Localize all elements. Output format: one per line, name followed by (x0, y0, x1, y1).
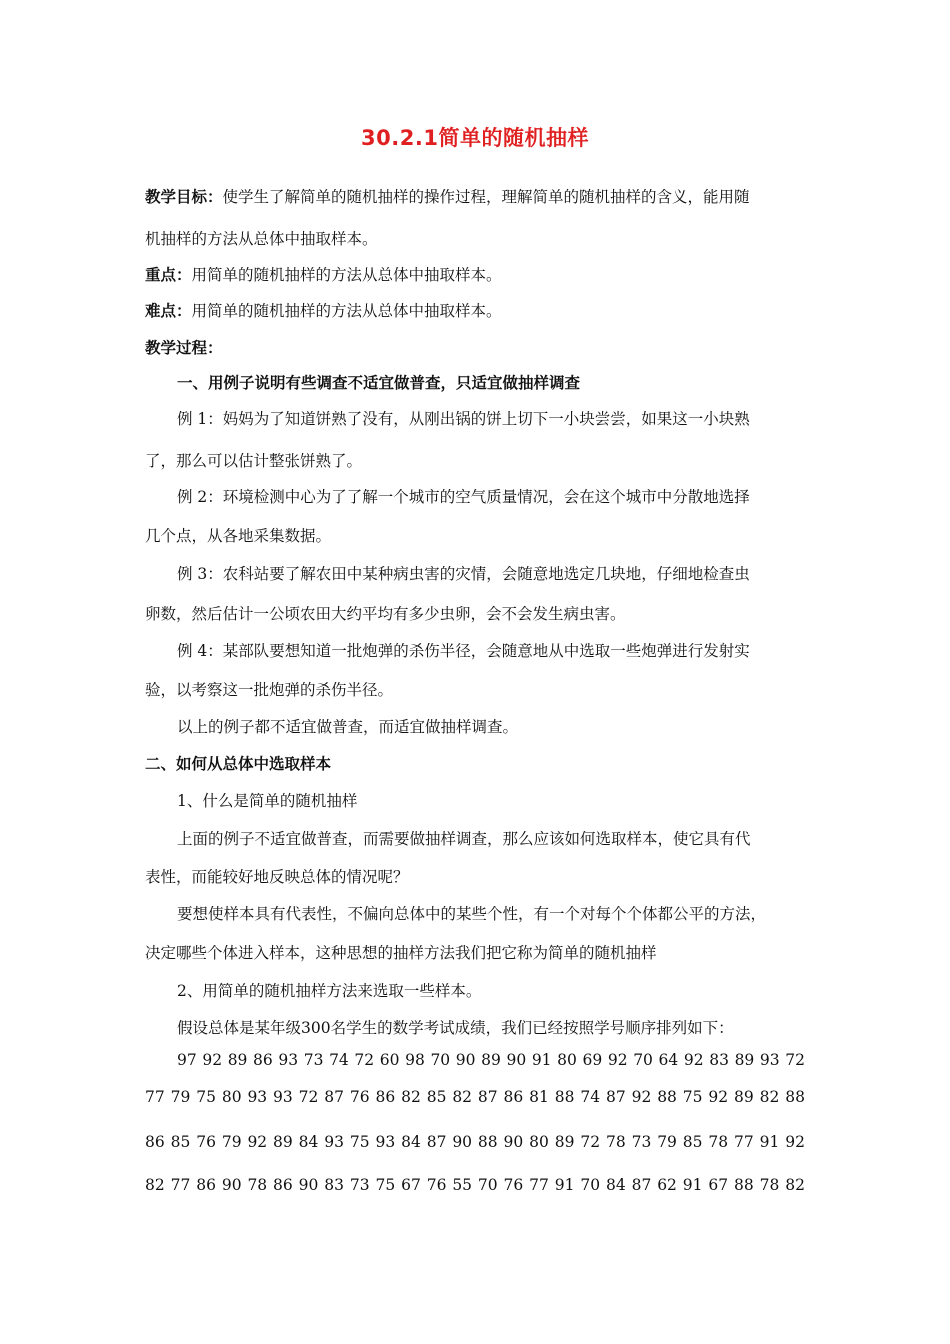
score-value: 89 (734, 1088, 754, 1106)
score-value: 93 (278, 1051, 299, 1069)
score-value: 84 (298, 1133, 319, 1151)
score-value: 79 (657, 1133, 677, 1151)
score-value: 86 (375, 1088, 396, 1106)
score-value: 82 (759, 1088, 780, 1106)
score-value: 84 (605, 1176, 626, 1194)
score-value: 70 (580, 1176, 601, 1194)
score-value: 82 (452, 1088, 473, 1106)
score-value: 92 (683, 1051, 704, 1069)
score-value: 81 (529, 1088, 549, 1106)
score-value: 87 (477, 1088, 498, 1106)
score-value: 76 (426, 1176, 447, 1194)
paragraph1-line1: 上面的例子不适宜做普查，而需要做抽样调查，那么应该如何选取样本，使它具有代 (177, 830, 751, 848)
scores-row-3 (145, 1133, 805, 1151)
score-value: 73 (631, 1133, 652, 1151)
score-value: 78 (605, 1133, 626, 1151)
goal-line-2: 机抽样的方法从总体中抽取样本。 (145, 230, 378, 248)
score-value: 78 (247, 1176, 268, 1194)
score-value: 90 (221, 1176, 242, 1194)
score-value: 93 (375, 1133, 396, 1151)
goal-line (145, 186, 750, 208)
key-line (145, 264, 502, 286)
score-value: 76 (503, 1176, 524, 1194)
score-value: 79 (221, 1133, 242, 1151)
score-value: 87 (426, 1133, 447, 1151)
score-value: 72 (785, 1051, 805, 1069)
score-value: 69 (582, 1051, 603, 1069)
score-value: 75 (682, 1088, 703, 1106)
process-label: 教学过程： (145, 339, 223, 357)
score-value: 82 (401, 1088, 421, 1106)
score-value: 89 (481, 1051, 501, 1069)
score-value: 93 (273, 1088, 293, 1106)
score-value: 60 (379, 1051, 400, 1069)
score-value: 67 (401, 1176, 421, 1194)
section1-conclusion: 以上的例子都不适宜做普查，而适宜做抽样调查。 (177, 718, 519, 736)
score-value: 86 (196, 1176, 216, 1194)
goal-text: 使学生了解简单的随机抽样的操作过程，理解简单的随机抽样的含义，能用随 (222, 188, 750, 206)
score-value: 97 (177, 1051, 197, 1069)
score-value: 79 (170, 1088, 191, 1106)
score-value: 89 (273, 1133, 293, 1151)
score-value: 90 (506, 1051, 527, 1069)
example4-line2: 验，以考察这一批炮弹的杀伤半径。 (145, 681, 394, 699)
score-value: 88 (554, 1088, 575, 1106)
score-value: 87 (631, 1176, 652, 1194)
score-value: 92 (631, 1088, 652, 1106)
scores-row-1 (177, 1051, 805, 1069)
score-value: 88 (657, 1088, 677, 1106)
score-value: 75 (196, 1088, 216, 1106)
score-value: 76 (196, 1133, 216, 1151)
score-value: 70 (633, 1051, 653, 1069)
score-value: 89 (554, 1133, 575, 1151)
score-value: 67 (708, 1176, 729, 1194)
section2-heading: 二、如何从总体中选取样本 (145, 755, 332, 773)
score-value: 75 (349, 1133, 370, 1151)
score-value: 86 (503, 1088, 524, 1106)
score-value: 76 (349, 1088, 370, 1106)
score-value: 91 (554, 1176, 575, 1194)
score-value: 75 (375, 1176, 396, 1194)
score-value: 77 (529, 1176, 549, 1194)
score-value: 64 (658, 1051, 679, 1069)
score-value: 77 (170, 1176, 191, 1194)
section1-heading: 一、用例子说明有些调查不适宜做普查，只适宜做抽样调查 (177, 374, 581, 392)
score-value: 82 (785, 1176, 805, 1194)
score-value: 87 (605, 1088, 626, 1106)
score-value: 98 (405, 1051, 425, 1069)
score-value: 87 (324, 1088, 344, 1106)
score-value: 70 (430, 1051, 451, 1069)
score-value: 83 (709, 1051, 729, 1069)
score-value: 86 (253, 1051, 273, 1069)
example2-line1: 例 2：环境检测中心为了了解一个城市的空气质量情况，会在这个城市中分散地选择 (177, 488, 750, 506)
score-value: 91 (759, 1133, 780, 1151)
score-value: 85 (426, 1088, 447, 1106)
score-value: 92 (247, 1133, 268, 1151)
score-value: 86 (145, 1133, 165, 1151)
score-value: 62 (657, 1176, 677, 1194)
score-value: 77 (734, 1133, 754, 1151)
score-value: 93 (324, 1133, 344, 1151)
paragraph3: 假设总体是某年级300名学生的数学考试成绩，我们已经按照学号顺序排列如下： (177, 1019, 734, 1037)
paragraph2-line2: 决定哪些个体进入样本，这种思想的抽样方法我们把它称为简单的随机抽样 (145, 944, 657, 962)
paragraph1-line2: 表性，而能较好地反映总体的情况呢？ (145, 868, 409, 886)
scores-row-2 (145, 1088, 805, 1106)
key-label: 重点： (145, 266, 192, 284)
score-value: 88 (477, 1133, 498, 1151)
score-value: 88 (785, 1088, 805, 1106)
subsection1-heading: 1、什么是简单的随机抽样 (177, 792, 358, 810)
example3-line1: 例 3：农科站要了解农田中某种病虫害的灾情，会随意地选定几块地，仔细地检查虫 (177, 565, 750, 583)
score-value: 82 (145, 1176, 165, 1194)
score-value: 86 (273, 1176, 293, 1194)
subsection2-heading: 2、用简单的随机抽样方法来选取一些样本。 (177, 982, 482, 1000)
score-value: 74 (580, 1088, 601, 1106)
score-value: 72 (580, 1133, 601, 1151)
score-value: 92 (202, 1051, 223, 1069)
score-value: 78 (759, 1176, 780, 1194)
score-value: 85 (682, 1133, 703, 1151)
score-value: 92 (607, 1051, 628, 1069)
score-value: 89 (734, 1051, 755, 1069)
score-value: 72 (354, 1051, 375, 1069)
example1-line2: 了，那么可以估计整张饼熟了。 (145, 452, 363, 470)
score-value: 89 (227, 1051, 248, 1069)
key-text: 用简单的随机抽样的方法从总体中抽取样本。 (191, 266, 502, 284)
score-value: 90 (452, 1133, 473, 1151)
score-value: 92 (785, 1133, 805, 1151)
score-value: 93 (759, 1051, 780, 1069)
score-value: 84 (401, 1133, 421, 1151)
difficulty-text: 用简单的随机抽样的方法从总体中抽取样本。 (191, 302, 502, 320)
example2-line2: 几个点，从各地采集数据。 (145, 527, 332, 545)
scores-row-4 (145, 1176, 805, 1194)
score-value: 83 (324, 1176, 344, 1194)
goal-label: 教学目标： (145, 188, 223, 206)
document-title: 30.2.1简单的随机抽样 (361, 126, 589, 150)
example4-line1: 例 4：某部队要想知道一批炮弹的杀伤半径，会随意地从中选取一些炮弹进行发射实 (177, 642, 750, 660)
score-value: 73 (349, 1176, 370, 1194)
score-value: 80 (557, 1051, 577, 1069)
score-value: 90 (298, 1176, 319, 1194)
score-value: 88 (734, 1176, 754, 1194)
score-value: 85 (170, 1133, 191, 1151)
example3-line2: 卵数，然后估计一公顷农田大约平均有多少虫卵，会不会发生病虫害。 (145, 605, 626, 623)
difficulty-label: 难点： (145, 302, 192, 320)
score-value: 90 (455, 1051, 476, 1069)
score-value: 70 (477, 1176, 498, 1194)
score-value: 74 (329, 1051, 349, 1069)
example1-line1: 例 1：妈妈为了知道饼熟了没有，从刚出锅的饼上切下一小块尝尝，如果这一小块熟 (177, 410, 750, 428)
score-value: 92 (708, 1088, 729, 1106)
score-value: 77 (145, 1088, 165, 1106)
paragraph2-line1: 要想使样本具有代表性，不偏向总体中的某些个性，有一个对每个个体都公平的方法， (177, 905, 767, 923)
score-value: 90 (503, 1133, 524, 1151)
score-value: 91 (531, 1051, 552, 1069)
score-value: 78 (708, 1133, 729, 1151)
score-value: 91 (682, 1176, 703, 1194)
score-value: 80 (529, 1133, 549, 1151)
score-value: 55 (452, 1176, 473, 1194)
score-value: 80 (221, 1088, 242, 1106)
score-value: 72 (298, 1088, 319, 1106)
score-value: 73 (303, 1051, 324, 1069)
difficulty-line (145, 300, 502, 322)
score-value: 93 (247, 1088, 268, 1106)
